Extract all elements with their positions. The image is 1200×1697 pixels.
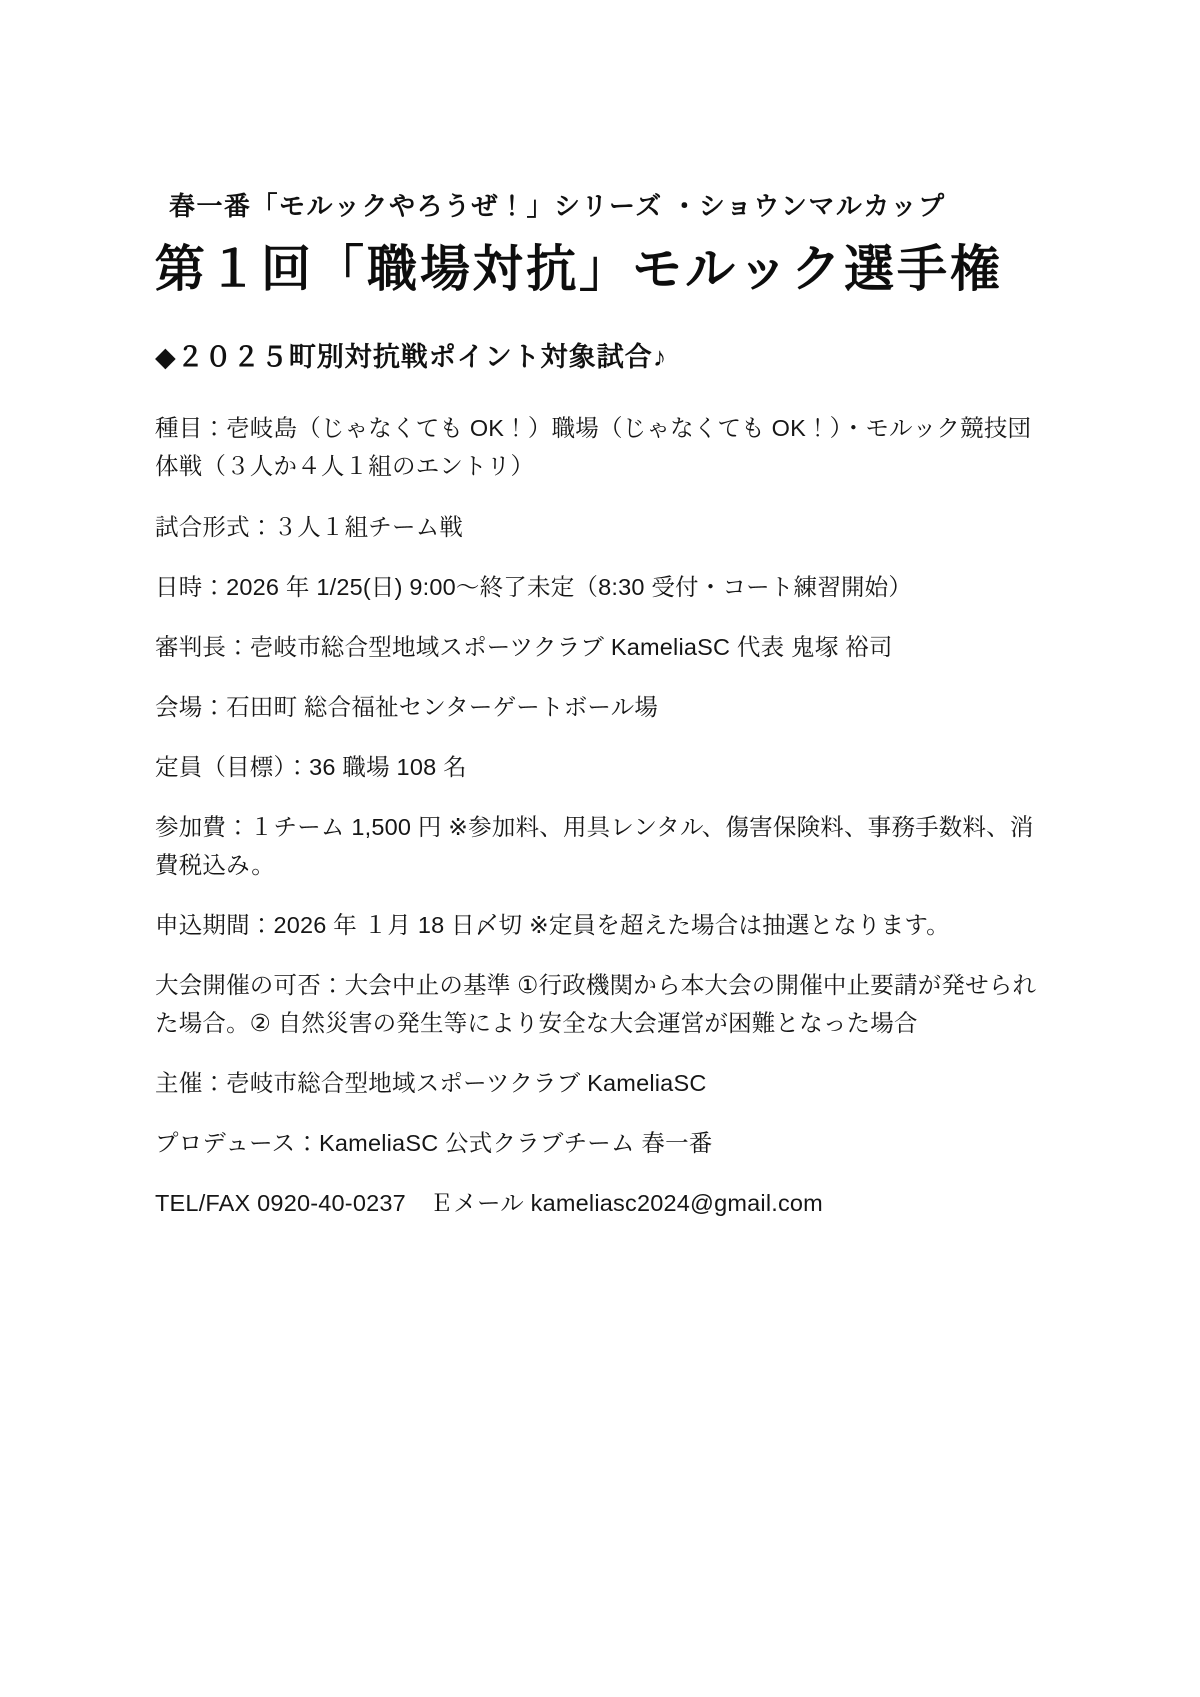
series-heading: 春一番「モルックやろうぜ！」シリーズ ・ショウンマルカップ bbox=[169, 191, 946, 221]
list-item: 審判長：壱岐市総合型地域スポーツクラブ KameliaSC 代表 鬼塚 裕司 bbox=[155, 633, 893, 660]
list-item: 申込期間：2026 年 １月 18 日〆切 ※定員を超えた場合は抽選となります。 bbox=[155, 911, 950, 938]
contact-line: TEL/FAX 0920-40-0237 Ｅメール kameliasc2024@gmail.com bbox=[155, 1190, 823, 1217]
list-item: 試合形式：３人１組チーム戦 bbox=[155, 513, 464, 540]
list-item: 定員（目標）：36 職場 108 名 bbox=[155, 753, 467, 780]
list-item: 主催：壱岐市総合型地域スポーツクラブ KameliaSC bbox=[155, 1070, 707, 1097]
list-item: プロデュース：KameliaSC 公式クラブチーム 春一番 bbox=[155, 1130, 713, 1157]
page-title: 第１回「職場対抗」モルック選手権 bbox=[155, 240, 1003, 297]
detail-list bbox=[155, 409, 1045, 1222]
list-item: 日時：2026 年 1/25(日) 9:00〜終了未定（8:30 受付・コート練習開始） bbox=[155, 573, 913, 600]
subtitle-points-eligible: ◆２０２５町別対抗戦ポイント対象試合♪ bbox=[155, 342, 668, 373]
list-item: 参加費：１チーム 1,500 円 ※参加料、用具レンタル、傷害保険料、事務手数料、消費税込み。 bbox=[155, 813, 1034, 878]
list-item: 種目：壱岐島（じゃなくても OK！）職場（じゃなくても OK！）・モルック競技団体戦（３人か４人１組のエントリ） bbox=[155, 415, 1032, 480]
list-item: 大会開催の可否：大会中止の基準 ①行政機関から本大会の開催中止要請が発せられた場合。② 自然災害の発生等により安全な大会運営が困難となった場合 bbox=[155, 972, 1037, 1037]
list-item: 会場：石田町 総合福祉センターゲートボール場 bbox=[155, 693, 659, 720]
